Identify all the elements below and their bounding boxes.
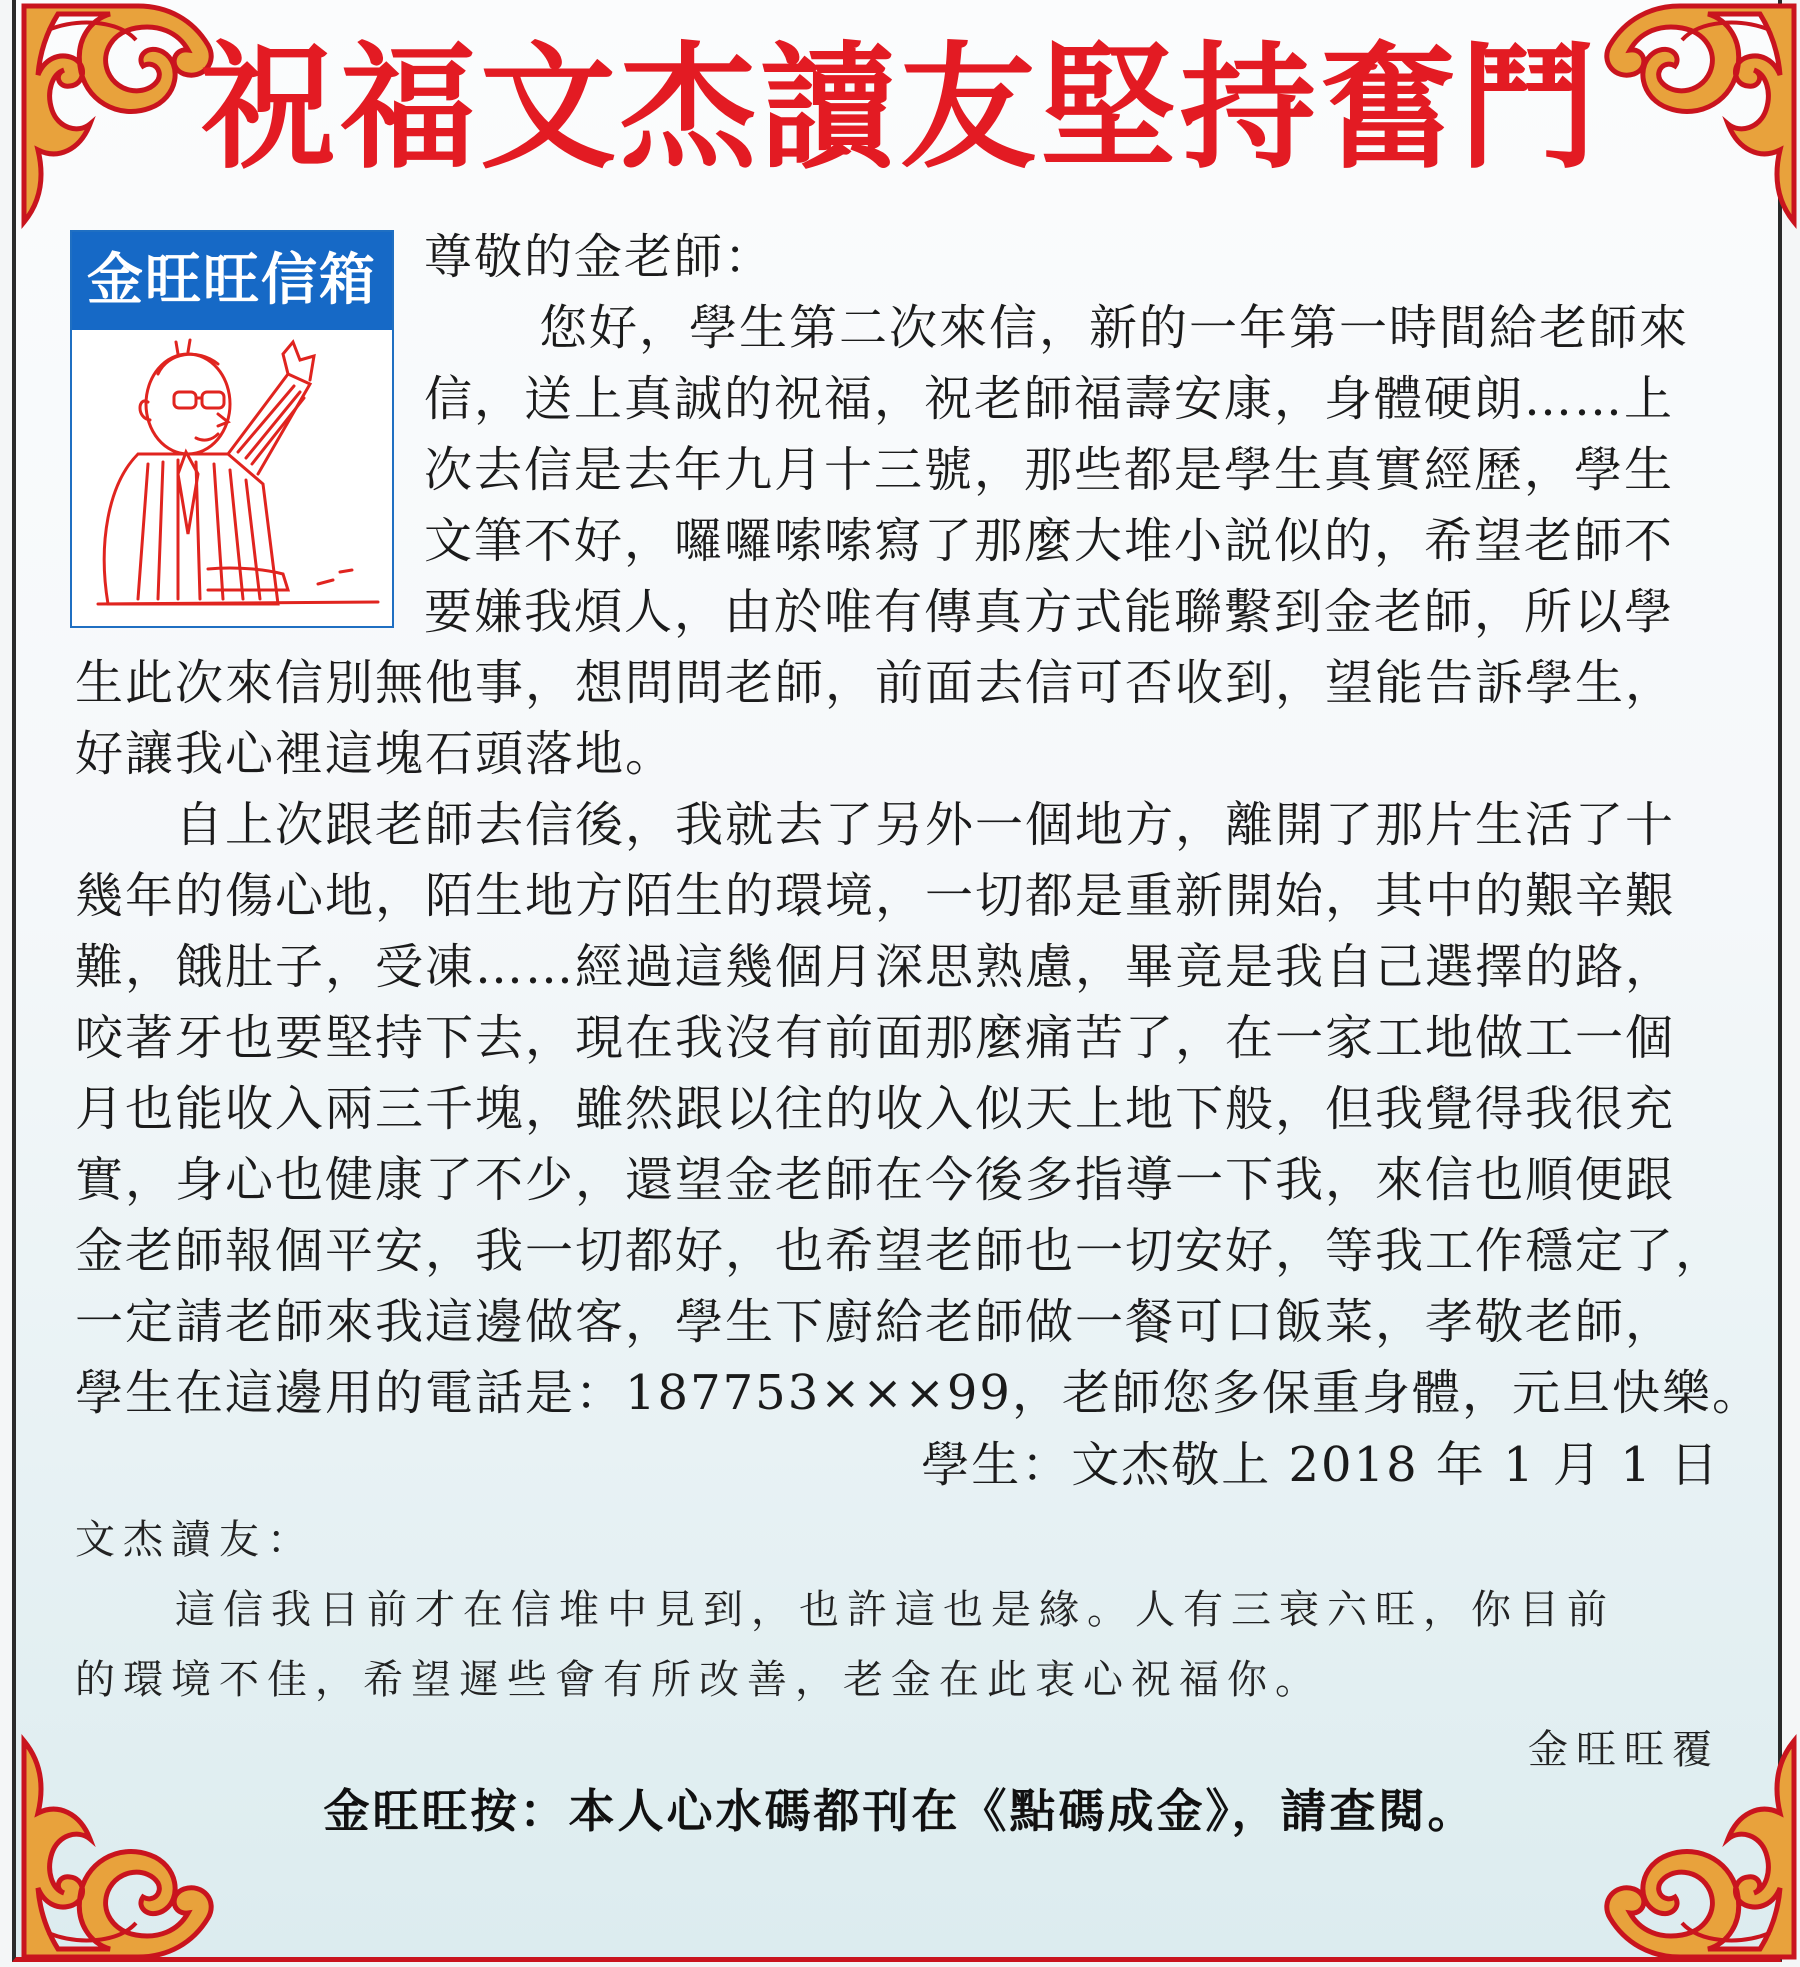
- letter-line-text: 自上次跟老師去信後，我就去了另外一個地方，離開了那片生活了十: [175, 797, 1676, 853]
- letter-line: [75, 719, 1715, 790]
- teacher-pointing-illustration: [78, 334, 388, 622]
- reply-signature: 金旺旺覆: [1528, 1727, 1720, 1773]
- mailbox-title: 金旺旺信箱: [72, 232, 392, 330]
- letter-line: [424, 577, 1800, 648]
- letter-line: [75, 1216, 1726, 1287]
- reply-line: [75, 1645, 1715, 1716]
- letter-line-text: 一定請老師來我這邊做客，學生下廚給老師做一餐可口飯菜，孝敬老師，: [75, 1294, 1676, 1350]
- reply-line-text: 的環境不佳，希望遲些會有所改善，老金在此衷心祝福你。: [75, 1657, 1323, 1703]
- letter-line: [75, 790, 1715, 861]
- letter-salutation-text: 尊敬的金老師：: [424, 229, 775, 285]
- letter-salutation: [424, 222, 1800, 293]
- letter-line: [424, 506, 1800, 577]
- cloud-scroll-ornament-icon: [18, 1733, 248, 1963]
- letter-line: [75, 1287, 1715, 1358]
- letter-line: [75, 1003, 1715, 1074]
- letter-line: [75, 932, 1715, 1003]
- letter-line-text: 次去信是去年九月十三號，那些都是學生真實經歷，學生: [424, 442, 1675, 498]
- letter-line-text: 難，餓肚子，受凍……經過這幾個月深思熟慮，畢竟是我自己選擇的路，: [75, 939, 1676, 995]
- letter-line: [75, 1358, 1762, 1429]
- letter-line-text: 文筆不好，囉囉嗦嗦寫了那麼大堆小説似的，希望老師不: [424, 513, 1675, 569]
- letter-line-text: 月也能收入兩三千塊，雖然跟以往的收入似天上地下般，但我覺得我很充: [75, 1081, 1676, 1137]
- letter-line: [75, 648, 1715, 719]
- letter-line-text: 要嫌我煩人，由於唯有傳真方式能聯繫到金老師，所以學: [424, 584, 1675, 640]
- mailbox-logo: [70, 230, 394, 628]
- reply-salutation: 文杰讀友：: [75, 1517, 315, 1563]
- letter-line-text: 學生在這邊用的電話是：187753×××99，老師您多保重身體，元旦快樂。: [75, 1365, 1762, 1421]
- letter-line: [424, 364, 1800, 435]
- letter-line-text: 實，身心也健康了不少，還望金老師在今後多指導一下我，來信也順便跟: [75, 1152, 1676, 1208]
- letter-line-text: 咬著牙也要堅持下去，現在我沒有前面那麼痛苦了，在一家工地做工一個: [75, 1010, 1676, 1066]
- letter-line-text: 幾年的傷心地，陌生地方陌生的環境，一切都是重新開始，其中的艱辛艱: [75, 868, 1676, 924]
- letter-line-text: 好讓我心裡這塊石頭落地。: [75, 726, 676, 782]
- letter-line: [75, 1145, 1715, 1216]
- letter-line: [424, 293, 1800, 364]
- letter-line-text: 您好，學生第二次來信，新的一年第一時間給老師來: [539, 300, 1690, 356]
- letter-line: [75, 861, 1715, 932]
- letter-line: [424, 435, 1800, 506]
- reply-line-text: 這信我日前才在信堆中見到，也許這也是緣。人有三衰六旺，你目前: [175, 1587, 1615, 1633]
- headline: 祝福文杰讀友堅持奮鬥: [200, 28, 1600, 188]
- letter-line-text: 金老師報個平安，我一切都好，也希望老師也一切安好，等我工作穩定了，: [75, 1223, 1726, 1279]
- reply-line: [75, 1575, 1715, 1646]
- footer-note: 金旺旺按：本人心水碼都刊在《點碼成金》，請查閱。: [323, 1784, 1477, 1838]
- letter-signature: 學生：文杰敬上 2018 年 1 月 1 日: [921, 1437, 1720, 1493]
- letter-line-text: 生此次來信別無他事，想問問老師，前面去信可否收到，望能告訴學生，: [75, 655, 1676, 711]
- letter-line: [75, 1074, 1715, 1145]
- letter-line-text: 信，送上真誠的祝福，祝老師福壽安康，身體硬朗……上: [424, 371, 1675, 427]
